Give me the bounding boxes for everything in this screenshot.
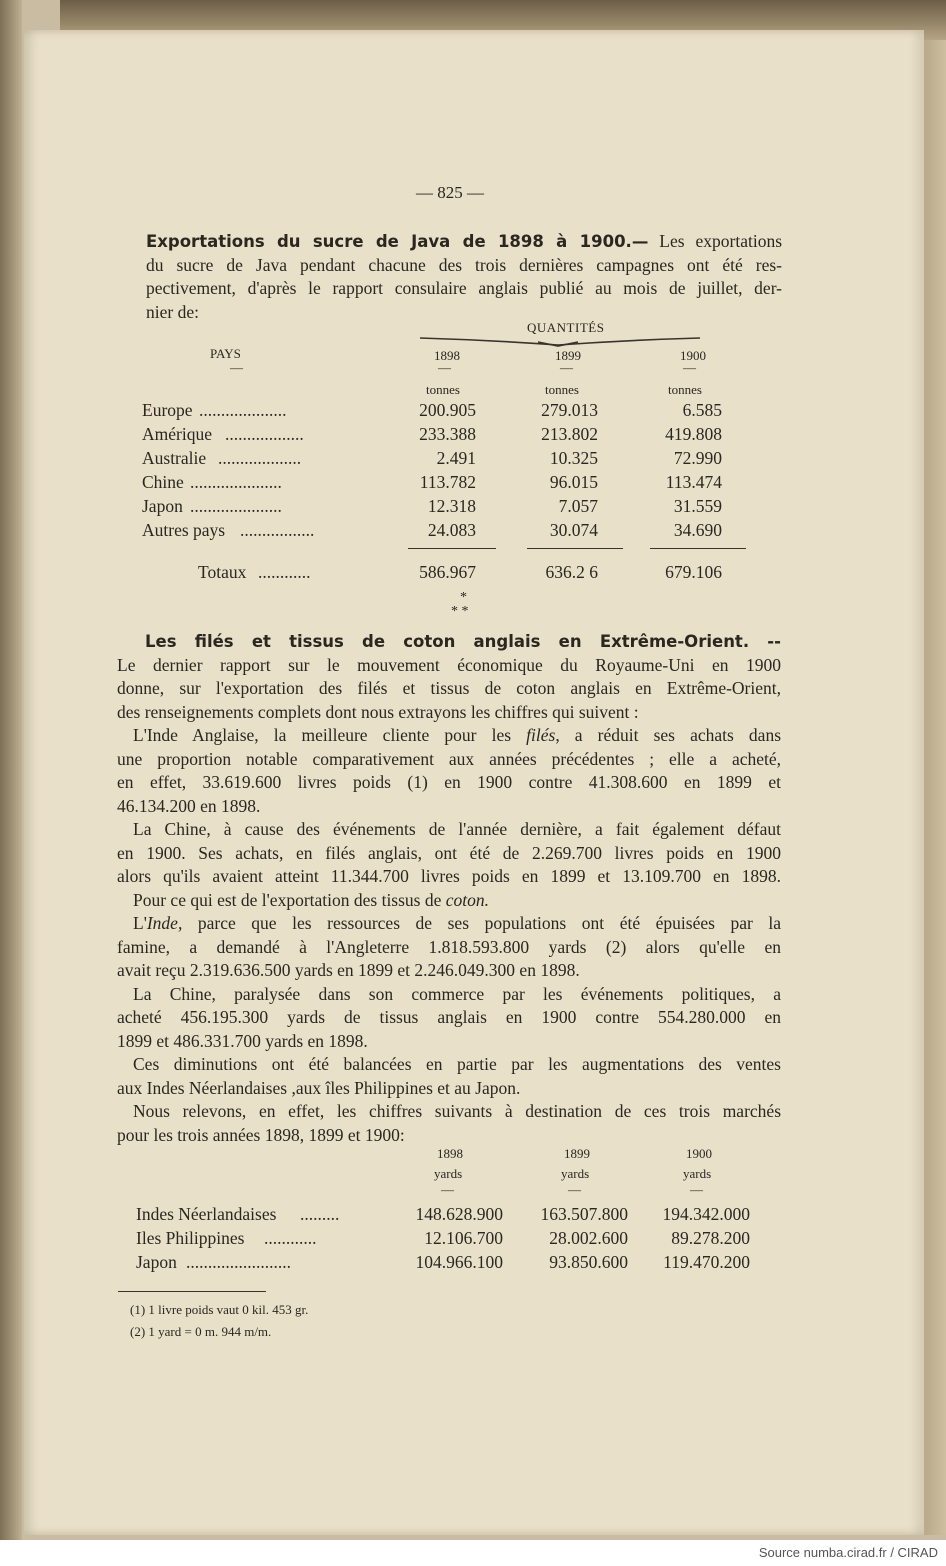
source-credit: Source numba.cirad.fr / CIRAD xyxy=(758,1545,938,1560)
value-1900: 89.278.200 xyxy=(671,1228,750,1248)
page-number: — 825 — xyxy=(416,183,484,202)
country-label: Japon xyxy=(136,1252,177,1272)
unit-1900: tonnes xyxy=(668,382,702,397)
section1-line-2: du sucre de Java pendant chacune des trois dernières campagnes ont été res- xyxy=(146,254,782,275)
cotton-year-1899: 1899 xyxy=(564,1146,590,1161)
leader-dots: ......... xyxy=(300,1204,340,1224)
text-line: en 1900. Ses achats, en filés anglais, ont été de 2.269.700 livres poids en 1900 xyxy=(117,842,781,863)
cotton-dash-1900: — xyxy=(690,1182,703,1197)
leader-dots: ........................ xyxy=(186,1252,291,1272)
section1-line-1: Exportations du sucre de Java de 1898 à 1900.— Les exportations xyxy=(146,231,783,251)
total-rule-1899 xyxy=(527,548,623,549)
value-1899: 10.325 xyxy=(549,448,598,468)
cotton-unit-1900: yards xyxy=(683,1166,712,1181)
text-line: pour les trois années 1898, 1899 et 1900: xyxy=(117,1124,405,1145)
quantites-header: QUANTITÉS xyxy=(527,320,605,335)
text-line: des renseignements complets dont nous extrayons les chiffres qui suivent : xyxy=(117,701,639,722)
year-1900-header: 1900 xyxy=(680,348,706,363)
value-1898: 233.388 xyxy=(419,424,476,444)
country-label: Autres pays xyxy=(142,520,226,540)
book-spine xyxy=(0,0,22,1540)
value-1900: 419.808 xyxy=(665,424,722,444)
footnote-2: (2) 1 yard = 0 m. 944 m/m. xyxy=(130,1324,272,1339)
leader-dots: ............ xyxy=(258,562,311,582)
footnote-rule xyxy=(118,1291,266,1292)
year-1899-header: 1899 xyxy=(555,348,581,363)
value-1898: 113.782 xyxy=(419,472,476,492)
value-1900: 194.342.000 xyxy=(662,1204,750,1224)
total-1898: 586.967 xyxy=(419,562,476,582)
leader-dots: ................... xyxy=(218,448,302,468)
cotton-unit-1899: yards xyxy=(561,1166,590,1181)
section1-line-4: nier de: xyxy=(146,301,199,322)
cotton-dash-1898: — xyxy=(441,1182,454,1197)
text-line: en effet, 33.619.600 livres poids (1) en 1900 contre 41.308.600 en 1899 et xyxy=(117,772,781,792)
pays-dash: — xyxy=(230,360,243,375)
value-1898: 148.628.900 xyxy=(415,1204,503,1224)
leader-dots: ............ xyxy=(264,1228,317,1248)
text-line: Nous relevons, en effet, les chiffres suivants à destination de ces trois marchés xyxy=(133,1101,781,1121)
section2-heading: Les filés et tissus de coton anglais en Extrême-Orient. -- xyxy=(145,632,781,651)
value-1898: 12.318 xyxy=(427,496,476,516)
total-rule-1898 xyxy=(408,548,496,549)
text-line: Le dernier rapport sur le mouvement économique du Royaume-Uni en 1900 xyxy=(117,654,781,675)
country-label: Europe xyxy=(142,400,193,420)
cotton-dash-1899: — xyxy=(568,1182,581,1197)
value-1900: 113.474 xyxy=(665,472,722,492)
country-label: Indes Néerlandaises xyxy=(136,1204,277,1224)
pays-header: PAYS xyxy=(210,346,241,361)
value-1899: 93.850.600 xyxy=(549,1252,628,1272)
total-1899: 636.2 6 xyxy=(545,562,598,582)
cotton-year-1898: 1898 xyxy=(437,1146,463,1161)
value-1898: 24.083 xyxy=(427,520,476,540)
value-1899: 279.013 xyxy=(541,400,598,420)
text-line: une proportion notable comparativement aux années précédentes ; elle a acheté, xyxy=(117,748,781,769)
cotton-unit-1898: yards xyxy=(434,1166,463,1181)
dash-1898: — xyxy=(438,360,451,375)
leader-dots: .................. xyxy=(225,424,304,444)
country-label: Amérique xyxy=(142,424,212,444)
text-line: avait reçu 2.319.636.500 yards en 1899 et 2.246.049.300 en 1898. xyxy=(117,960,580,980)
text-line: donne, sur l'exportation des filés et tissus de coton anglais en Extrême-Orient, xyxy=(117,678,781,698)
total-rule-1900 xyxy=(650,548,746,549)
asterism-top: * xyxy=(460,590,467,605)
text-line: La Chine, paralysée dans son commerce par les événements politiques, a xyxy=(133,983,781,1004)
value-1898: 12.106.700 xyxy=(424,1228,503,1248)
section2-heading-line xyxy=(117,630,781,654)
dash-1899: — xyxy=(560,360,573,375)
cotton-year-1900: 1900 xyxy=(686,1146,712,1161)
text-line: alors qu'ils avaient atteint 11.344.700 livres poids en 1899 et 13.109.700 en 1898. xyxy=(117,866,781,886)
totals-label: Totaux xyxy=(198,562,247,582)
leader-dots: ..................... xyxy=(190,496,282,516)
value-1899: 30.074 xyxy=(549,520,598,540)
value-1899: 163.507.800 xyxy=(540,1204,628,1224)
text-line: aux Indes Néerlandaises ,aux îles Philippines et au Japon. xyxy=(117,1077,521,1098)
value-1899: 96.015 xyxy=(549,472,598,492)
asterism-bottom: * * xyxy=(451,604,469,619)
value-1899: 7.057 xyxy=(558,496,598,516)
text-line: famine, a demandé à l'Angleterre 1.818.593.800 yards (2) alors qu'elle en xyxy=(117,936,781,957)
year-1898-header: 1898 xyxy=(434,348,460,363)
text-line: La Chine, à cause des événements de l'année dernière, a fait également défaut xyxy=(133,819,781,839)
dash-1900: — xyxy=(683,360,696,375)
unit-1899: tonnes xyxy=(545,382,579,397)
value-1898: 2.491 xyxy=(436,448,476,468)
text-line: L'Inde, parce que les ressources de ses populations ont été épuisées par la xyxy=(133,913,781,933)
section1-heading: Exportations du sucre de Java de 1898 à 1900.— xyxy=(146,232,649,251)
value-1900: 72.990 xyxy=(673,448,722,468)
value-1899: 28.002.600 xyxy=(549,1228,628,1248)
section1-paragraph xyxy=(146,230,782,324)
value-1898: 200.905 xyxy=(419,400,476,420)
country-label: Australie xyxy=(142,448,207,468)
value-1900: 34.690 xyxy=(673,520,722,540)
value-1900: 119.470.200 xyxy=(663,1252,750,1272)
section1-line-3: pectivement, d'après le rapport consulaire anglais publié au mois de juillet, der- xyxy=(146,278,782,298)
country-label: Chine xyxy=(142,472,184,492)
value-1898: 104.966.100 xyxy=(415,1252,503,1272)
leader-dots: .................... xyxy=(199,400,287,420)
value-1899: 213.802 xyxy=(541,424,598,444)
value-1900: 6.585 xyxy=(682,400,722,420)
text-line: L'Inde Anglaise, la meilleure cliente pour les filés, a réduit ses achats dans xyxy=(133,725,782,745)
country-label: Japon xyxy=(142,496,183,516)
text-line: 1899 et 486.331.700 yards en 1898. xyxy=(117,1030,368,1051)
section2-body xyxy=(117,630,781,1147)
leader-dots: ................. xyxy=(240,520,315,540)
value-1900: 31.559 xyxy=(673,496,722,516)
text-line: 46.134.200 en 1898. xyxy=(117,795,261,816)
footnote-1: (1) 1 livre poids vaut 0 kil. 453 gr. xyxy=(130,1302,309,1317)
unit-1898: tonnes xyxy=(426,382,460,397)
text-line: acheté 456.195.300 yards de tissus anglais en 1900 contre 554.280.000 en xyxy=(117,1007,781,1027)
text-line: Pour ce qui est de l'exportation des tissus de coton. xyxy=(133,889,490,910)
leader-dots: ..................... xyxy=(190,472,282,492)
total-1900: 679.106 xyxy=(665,562,722,582)
country-label: Iles Philippines xyxy=(136,1228,245,1248)
text-line: Ces diminutions ont été balancées en partie par les augmentations des ventes xyxy=(133,1054,781,1074)
